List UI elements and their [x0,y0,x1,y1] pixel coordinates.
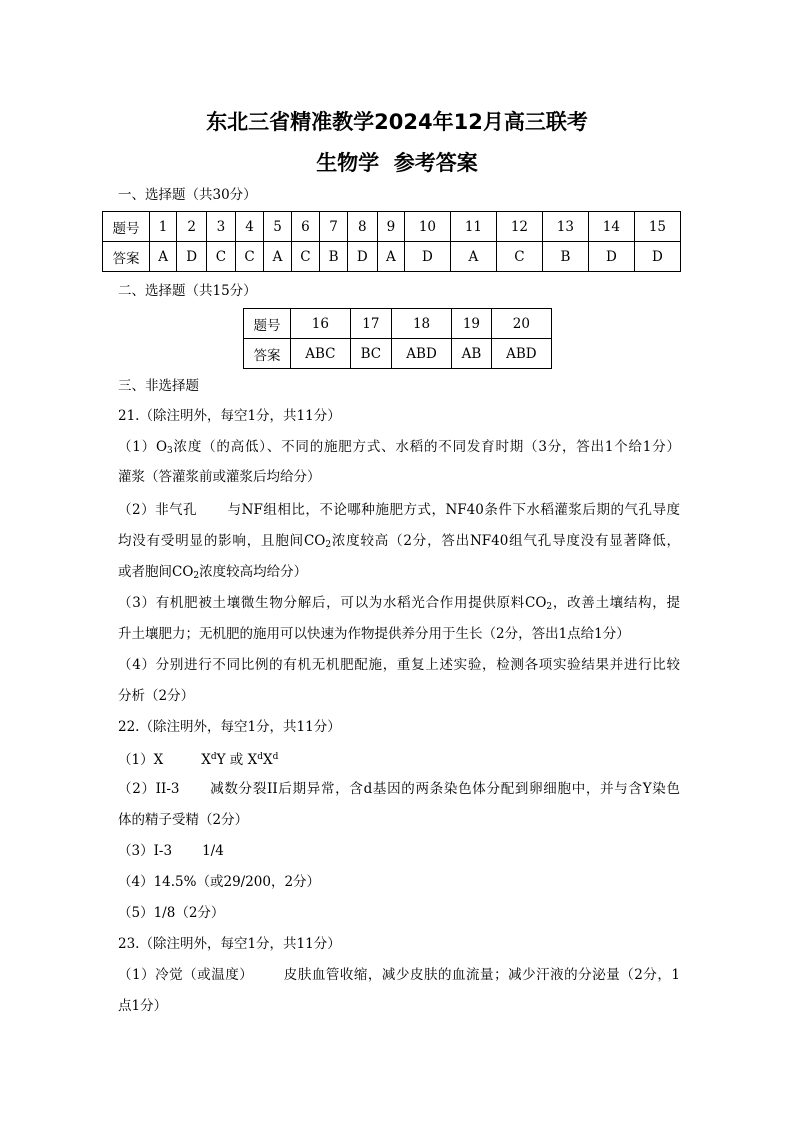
subscript: 2 [193,571,200,581]
q22-answer-2-cont: 体的精子受精（2分） [118,812,249,828]
q21-answer-1 [118,438,680,460]
answer-cell: A [150,242,177,272]
subscript: 2 [546,602,553,612]
answer-cell: C [207,242,236,272]
question-number-cell: 8 [347,212,377,242]
text: （3）有机肥被土壤微生物分解后，可以为水稻光合作用提供原料CO [118,595,547,611]
table-row [244,339,552,369]
q21-answer-3-cont: 升土壤肥力；无机肥的施用可以快速为作物提供养分用于生长（2分，答出1点给1分） [118,626,630,642]
answer-cell: C [496,242,542,272]
document-title: 东北三省精准教学2024年12月高三联考 [206,110,588,134]
answer-cell: D [588,242,634,272]
q22-heading: 22.（除注明外，每空1分，共11分） [118,719,341,735]
q22-answer-3 [118,842,680,860]
answer-table-1 [102,211,681,272]
q22-answer-1 [118,748,680,769]
text: （1）O [118,439,168,455]
answer-cell: BC [350,339,391,369]
superscript: d [257,752,263,762]
answer-cell: D [177,242,207,272]
text: 浓度较高（2分，答出NF40组气孔导度没有显著降低， [331,533,680,549]
q22-answer-5: （5）1/8（2分） [118,905,225,921]
question-number-cell: 6 [291,212,320,242]
answer-cell: B [542,242,588,272]
superscript: d [272,752,279,762]
table-row [244,309,552,339]
text: 与NF组相比，不论哪种施肥方式，NF40条件下水稻灌浆后期的气孔导度 [227,502,680,518]
q21-answer-2-cont [118,532,680,554]
row-header: 题号 [103,212,150,242]
q21-answer-2-cont2 [118,563,680,585]
row-header: 题号 [244,309,291,339]
text: （2）II-3 [118,781,180,797]
answer-cell: C [291,242,320,272]
text: （3）I-3 [118,843,173,859]
question-number-cell: 10 [404,212,450,242]
text: 1/4 [202,843,224,859]
answer-cell: D [634,242,680,272]
text: 减数分裂II后期异常，含d基因的两条染色体分配到卵细胞中，并与含Y染色 [209,781,681,797]
question-number-cell: 1 [150,212,177,242]
section-2-heading: 二、选择题（共15分） [118,283,257,299]
question-number-cell: 7 [320,212,348,242]
q23-answer-1-cont: 点1分） [118,998,168,1014]
question-number-cell: 16 [291,309,351,339]
question-number-cell: 4 [235,212,264,242]
question-number-cell: 14 [588,212,634,242]
text: （1）X [118,752,164,768]
question-number-cell: 11 [450,212,496,242]
document-subtitle: 生物学 参考答案 [316,151,478,175]
question-number-cell: 18 [391,309,451,339]
q22-answer-2 [118,780,680,798]
answer-cell: D [404,242,450,272]
answer-cell: B [320,242,348,272]
q22-answer-4: （4）14.5%（或29/200，2分） [118,874,321,890]
question-number-cell: 3 [207,212,236,242]
section-1-heading: 一、选择题（共30分） [118,187,257,203]
answer-cell: ABC [291,339,351,369]
text: X [262,752,273,768]
answer-cell: AB [452,339,492,369]
question-number-cell: 19 [452,309,492,339]
answer-cell: A [377,242,404,272]
q21-answer-3 [118,594,680,616]
q21-heading: 21.（除注明外，每空1分，共11分） [118,408,341,424]
answer-table-2 [243,308,552,369]
question-number-cell: 9 [377,212,404,242]
text: 浓度（的高低）、不同的施肥方式、水稻的不同发育时期（3分，答出1个给1分） [172,439,680,455]
text: 或者胞间CO [118,564,194,580]
question-number-cell: 20 [491,309,551,339]
text: 皮肤血管收缩，减少皮肤的血流量；减少汗液的分泌量（2分，1 [283,967,680,983]
q21-answer-2 [118,501,680,519]
subscript: 3 [167,446,173,456]
question-number-cell: 17 [350,309,391,339]
row-header: 答案 [244,339,291,369]
table-row [103,242,681,272]
answer-cell: ABD [391,339,451,369]
superscript: d [210,752,217,762]
text: （1）冷觉（或温度） [118,967,254,983]
q21-answer-4-cont: 分析（2分） [118,688,195,704]
subscript: 2 [325,540,332,550]
table-row [103,212,681,242]
question-number-cell: 13 [542,212,588,242]
question-number-cell: 5 [264,212,291,242]
answer-cell: ABD [491,339,551,369]
q23-heading: 23.（除注明外，每空1分，共11分） [118,936,341,952]
text: 浓度较高均给分） [199,564,308,580]
row-header: 答案 [103,242,150,272]
q23-answer-1 [118,966,680,984]
q21-answer-1-cont: 灌浆（答灌浆前或灌浆后均给分） [118,469,321,485]
answer-cell: A [264,242,291,272]
text: 均没有受明显的影响，且胞间CO [118,533,326,549]
answer-cell: D [347,242,377,272]
answer-cell: A [450,242,496,272]
text: X [201,752,211,768]
question-number-cell: 12 [496,212,542,242]
q21-answer-4: （4）分别进行不同比例的有机无机肥配施，重复上述实验，检测各项实验结果并进行比较 [118,657,680,673]
answer-cell: C [235,242,264,272]
text: （2）非气孔 [118,502,198,518]
text: ，改善土壤结构，提 [552,595,680,611]
text: Y 或 X [216,752,258,768]
section-3-heading: 三、非选择题 [118,378,199,394]
question-number-cell: 2 [177,212,207,242]
question-number-cell: 15 [634,212,680,242]
